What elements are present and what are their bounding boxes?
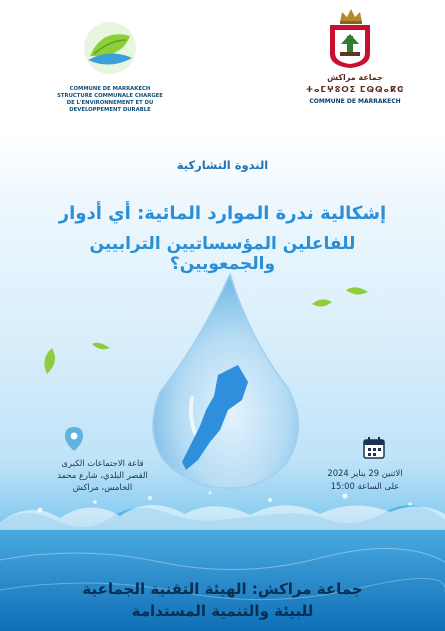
date-line: الاثنين 29 يناير 2024	[327, 468, 403, 478]
leaf-icon	[346, 287, 368, 294]
leaf-icon	[92, 343, 110, 350]
event-title-line-2: للفاعلين المؤسساتيين الترابيين والجمعويين؟	[89, 234, 356, 274]
location-line: الخامس، مراكش	[72, 482, 133, 492]
calendar-icon	[362, 436, 386, 460]
left-org-line: COMMUNE DE MARRAKECH	[69, 86, 151, 92]
location-pin-icon	[64, 426, 84, 452]
event-subtitle: الندوة التشاركية	[176, 158, 269, 172]
water-drop-illustration	[140, 270, 310, 490]
leaf-icon	[44, 348, 55, 374]
left-org-line: DEVELOPPEMENT DURABLE	[69, 107, 151, 113]
right-org-tifinagh: ⵜⴰⵎⵖⵓⵔⵉ ⵎⵕⵕⴰⴽⵛ	[305, 85, 405, 94]
leaf-icon	[312, 299, 332, 306]
location-line: قاعة الاجتماعات الكبرى	[61, 458, 144, 468]
right-org-french: COMMUNE DE MARRAKECH	[309, 98, 401, 105]
location-line: القصر البلدي، شارع محمد	[57, 470, 148, 480]
footer-line-1: جماعة مراكش: الهيئة التقنية الجماعية	[82, 580, 363, 598]
footer-line-2: للبيئة والتنمية المستدامة	[131, 602, 314, 620]
event-title-line-1: إشكالية ندرة الموارد المائية: أي أدوار	[58, 203, 387, 224]
left-org-line: STRUCTURE COMMUNALE CHARGEE	[57, 93, 163, 99]
time-line: على الساعة 15:00	[330, 481, 400, 491]
right-org-arabic: جماعة مراكش	[327, 73, 383, 82]
left-org-line: DE L'ENVIRONNEMENT ET DU	[66, 100, 154, 106]
